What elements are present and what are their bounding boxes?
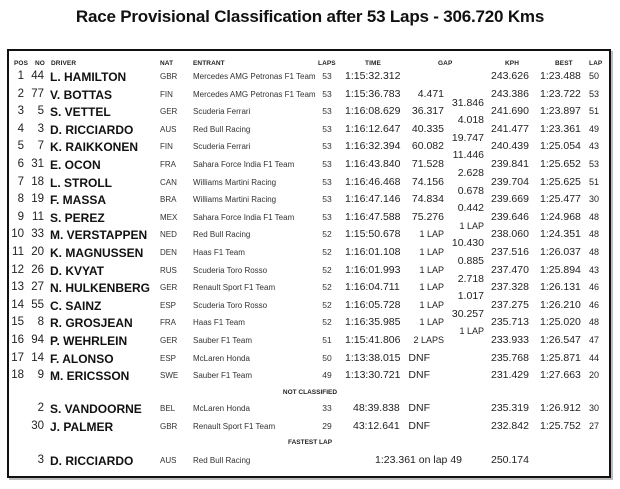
table-row bbox=[0, 210, 620, 231]
gap: 1 LAP bbox=[419, 299, 444, 310]
nationality: GER bbox=[160, 283, 178, 293]
entrant: Sauber F1 Team bbox=[193, 371, 252, 381]
nationality: FRA bbox=[160, 160, 176, 169]
entrant: Renault Sport F1 Team bbox=[193, 422, 276, 431]
entrant: Haas F1 Team bbox=[193, 318, 245, 328]
race-time: 1:16:47.146 bbox=[345, 193, 401, 206]
driver-name: D. RICCIARDO bbox=[50, 122, 134, 137]
best-lap-number: 48 bbox=[589, 317, 600, 328]
entrant: Scuderia Toro Rosso bbox=[193, 300, 268, 310]
speed-kph: 243.626 bbox=[491, 70, 529, 82]
car-number: 19 bbox=[31, 193, 44, 206]
best-lap-number: 50 bbox=[589, 71, 600, 81]
nationality: FIN bbox=[160, 142, 173, 152]
gap: 1 LAP bbox=[419, 264, 444, 275]
best-lap-time: 1:25.652 bbox=[540, 158, 581, 170]
position: 4 bbox=[17, 122, 24, 135]
entrant: Haas F1 Team bbox=[193, 248, 245, 257]
car-number: 7 bbox=[37, 140, 44, 153]
nationality: BEL bbox=[160, 404, 176, 413]
gap: DNF bbox=[408, 420, 430, 432]
position: 16 bbox=[11, 334, 24, 346]
laps: 52 bbox=[322, 299, 332, 310]
best-lap-number: 48 bbox=[589, 229, 600, 240]
nationality: ESP bbox=[160, 353, 177, 363]
laps: 53 bbox=[322, 88, 332, 99]
table-row bbox=[0, 298, 620, 320]
gap: 60.082 bbox=[411, 140, 444, 153]
race-time: 1:16:43.840 bbox=[345, 158, 401, 170]
best-lap-time: 1:25.871 bbox=[540, 351, 581, 364]
car-number: 20 bbox=[31, 246, 44, 258]
best-lap-number: 43 bbox=[589, 141, 600, 152]
car-number: 33 bbox=[31, 228, 44, 241]
laps: 33 bbox=[322, 403, 332, 413]
speed-kph: 235.768 bbox=[491, 351, 529, 364]
gap: DNF bbox=[408, 351, 430, 364]
entrant: Mercedes AMG Petronas F1 Team bbox=[193, 89, 316, 99]
best-lap-time: 1:27.663 bbox=[540, 369, 581, 382]
position: 3 bbox=[17, 105, 24, 118]
car-number: 8 bbox=[37, 316, 44, 329]
driver-name: R. GROSJEAN bbox=[50, 316, 133, 331]
position: 2 bbox=[17, 87, 24, 100]
speed-kph: 237.470 bbox=[491, 263, 529, 276]
best-lap-time: 1:23.361 bbox=[540, 122, 581, 135]
interval: 11.446 bbox=[452, 149, 484, 162]
race-time: 1:16:04.711 bbox=[345, 281, 400, 294]
best-lap-time: 1:23.722 bbox=[540, 87, 581, 100]
entrant: Williams Martini Racing bbox=[193, 177, 277, 187]
entrant: Renault Sport F1 Team bbox=[193, 283, 276, 293]
table-row bbox=[0, 316, 620, 337]
car-number: 5 bbox=[37, 105, 44, 118]
interval: 0.442 bbox=[457, 202, 484, 215]
entrant: McLaren Honda bbox=[193, 404, 250, 413]
best-lap-number: 46 bbox=[589, 282, 600, 293]
best-lap-number: 53 bbox=[589, 88, 600, 99]
race-time: 1:16:32.394 bbox=[345, 140, 401, 153]
page-title: Race Provisional Classification after 53 Laps - 306.720 Kms bbox=[75, 7, 545, 26]
speed-kph: 232.842 bbox=[491, 420, 529, 432]
driver-name: M. VERSTAPPEN bbox=[50, 228, 148, 243]
best-lap-time: 1:25.020 bbox=[540, 316, 581, 329]
interval: 1.017 bbox=[457, 290, 484, 303]
interval: 10.430 bbox=[451, 237, 484, 250]
driver-name: C. SAINZ bbox=[50, 298, 102, 313]
nationality: ESP bbox=[160, 300, 177, 310]
position: 11 bbox=[12, 246, 24, 258]
speed-kph: 239.669 bbox=[491, 193, 529, 206]
best-lap-number: 46 bbox=[589, 299, 600, 310]
laps: 53 bbox=[322, 194, 332, 205]
car-number: 30 bbox=[31, 420, 44, 432]
speed-kph: 238.060 bbox=[491, 228, 529, 241]
position: 8 bbox=[17, 193, 24, 206]
gap: 4.471 bbox=[417, 87, 444, 100]
speed-kph: 235.319 bbox=[491, 402, 529, 414]
speed-kph: 240.439 bbox=[491, 140, 529, 153]
speed-kph: 233.933 bbox=[491, 334, 529, 346]
speed-kph: 231.429 bbox=[491, 369, 529, 382]
nationality: RUS bbox=[160, 265, 177, 275]
position: 5 bbox=[17, 140, 24, 153]
speed-kph: 235.713 bbox=[491, 316, 529, 329]
best-lap-number: 27 bbox=[589, 421, 600, 431]
race-time: 48:39.838 bbox=[353, 402, 400, 414]
best-lap-time: 1:25.894 bbox=[540, 263, 581, 276]
car-number: 55 bbox=[31, 298, 44, 311]
laps: 52 bbox=[322, 317, 332, 328]
car-number: 14 bbox=[31, 351, 44, 364]
table-row bbox=[0, 352, 620, 369]
table-row bbox=[0, 175, 620, 197]
best-lap-time: 1:25.477 bbox=[540, 193, 581, 206]
speed-kph: 243.386 bbox=[491, 87, 529, 100]
best-lap-number: 51 bbox=[589, 106, 600, 117]
laps: 53 bbox=[322, 176, 332, 187]
laps: 53 bbox=[322, 211, 332, 222]
header-laps: LAPS bbox=[318, 60, 336, 67]
entrant: Williams Martini Racing bbox=[193, 195, 277, 205]
position: 18 bbox=[11, 369, 24, 382]
nationality: BRA bbox=[160, 195, 177, 205]
driver-name: J. PALMER bbox=[50, 420, 114, 434]
table-row bbox=[0, 140, 620, 162]
best-lap-number: 51 bbox=[589, 176, 600, 187]
interval: 2.628 bbox=[457, 167, 484, 179]
laps: 52 bbox=[322, 282, 332, 293]
best-lap-time: 1:26.131 bbox=[540, 281, 581, 294]
table-row bbox=[0, 122, 620, 144]
race-time: 1:16:12.647 bbox=[345, 122, 401, 135]
table-row bbox=[0, 369, 620, 386]
table-row bbox=[0, 158, 620, 179]
laps: 53 bbox=[322, 106, 332, 117]
interval: 0.678 bbox=[457, 184, 484, 197]
nationality: GER bbox=[160, 107, 178, 117]
car-number: 77 bbox=[31, 87, 44, 100]
entrant: Scuderia Toro Rosso bbox=[193, 265, 268, 275]
gap: 36.317 bbox=[411, 105, 444, 118]
speed-kph: 239.704 bbox=[491, 175, 529, 188]
position: 15 bbox=[11, 316, 24, 329]
best-lap-time: 1:26.547 bbox=[540, 334, 581, 346]
nationality: CAN bbox=[160, 177, 177, 187]
interval: 30.257 bbox=[451, 307, 484, 320]
gap: 1 LAP bbox=[419, 247, 444, 257]
position: 7 bbox=[17, 175, 24, 188]
table-row bbox=[0, 281, 620, 303]
nationality: FRA bbox=[160, 318, 176, 328]
gap: DNF bbox=[408, 369, 430, 382]
entrant: Red Bull Racing bbox=[193, 230, 251, 240]
nationality: FIN bbox=[160, 89, 173, 99]
position: 14 bbox=[11, 298, 24, 311]
entrant: Scuderia Ferrari bbox=[193, 142, 251, 152]
gap: 74.156 bbox=[411, 175, 444, 188]
race-time: 1:16:05.728 bbox=[345, 298, 401, 311]
best-lap-time: 1:25.752 bbox=[540, 420, 581, 432]
interval: 1 LAP bbox=[459, 326, 484, 337]
driver-name: L. STROLL bbox=[50, 175, 112, 190]
entrant: McLaren Honda bbox=[193, 353, 250, 363]
driver-name: E. OCON bbox=[50, 158, 101, 172]
position: 12 bbox=[11, 263, 24, 276]
driver-name: K. RAIKKONEN bbox=[50, 140, 139, 155]
race-time: 1:15:32.312 bbox=[345, 70, 401, 82]
fastest-lap-no: 3 bbox=[37, 454, 44, 466]
header-gap: GAP bbox=[438, 60, 453, 67]
nationality: NED bbox=[160, 230, 177, 240]
speed-kph: 239.646 bbox=[491, 210, 529, 223]
fastest-lap-kph: 250.174 bbox=[491, 454, 529, 466]
speed-kph: 237.275 bbox=[491, 298, 529, 311]
table-row bbox=[0, 193, 620, 215]
race-time: 1:16:08.629 bbox=[345, 105, 401, 118]
best-lap-number: 30 bbox=[589, 194, 600, 205]
gap: 75.276 bbox=[411, 210, 444, 223]
driver-name: V. BOTTAS bbox=[50, 87, 113, 102]
interval: 2.718 bbox=[457, 272, 484, 285]
header-driver: DRIVER bbox=[51, 60, 77, 67]
car-number: 18 bbox=[31, 175, 44, 188]
car-number: 11 bbox=[32, 210, 44, 223]
table-row bbox=[0, 263, 620, 285]
table-row bbox=[0, 334, 620, 351]
interval: 31.846 bbox=[451, 96, 484, 109]
laps: 53 bbox=[322, 141, 332, 152]
gap: 1 LAP bbox=[419, 282, 444, 293]
laps: 50 bbox=[322, 352, 332, 363]
fastest-lap-time: 1:23.361 on lap 49 bbox=[375, 454, 462, 466]
best-lap-time: 1:23.897 bbox=[540, 105, 581, 118]
driver-name: K. MAGNUSSEN bbox=[50, 246, 144, 260]
gap: 40.335 bbox=[411, 122, 444, 135]
table-row bbox=[0, 402, 620, 419]
best-lap-time: 1:26.210 bbox=[540, 298, 581, 311]
best-lap-number: 43 bbox=[589, 264, 600, 275]
car-number: 94 bbox=[31, 334, 44, 346]
laps: 53 bbox=[322, 159, 332, 169]
fastest-lap-nat: AUS bbox=[160, 456, 177, 465]
best-lap-time: 1:23.488 bbox=[540, 70, 581, 82]
race-time: 1:16:01.993 bbox=[345, 263, 401, 276]
position: 6 bbox=[17, 158, 24, 170]
nationality: MEX bbox=[160, 212, 178, 222]
gap: 1 LAP bbox=[419, 229, 444, 240]
laps: 51 bbox=[322, 335, 332, 345]
table-row bbox=[0, 70, 620, 87]
header-lap: LAP bbox=[589, 60, 603, 67]
speed-kph: 241.477 bbox=[491, 122, 529, 135]
position: 9 bbox=[17, 210, 24, 223]
nationality: DEN bbox=[160, 248, 177, 257]
car-number: 31 bbox=[31, 158, 44, 170]
race-time: 1:13:30.721 bbox=[345, 369, 401, 382]
header-kph: KPH bbox=[505, 60, 520, 67]
best-lap-time: 1:25.054 bbox=[540, 140, 581, 153]
position: 10 bbox=[11, 228, 24, 241]
race-time: 1:13:38.015 bbox=[345, 351, 401, 364]
table-row bbox=[0, 105, 620, 127]
header-entrant: ENTRANT bbox=[193, 60, 225, 67]
speed-kph: 237.328 bbox=[491, 281, 529, 294]
laps: 53 bbox=[322, 123, 332, 134]
driver-name: L. HAMILTON bbox=[50, 70, 127, 84]
fastest-lap-row bbox=[0, 454, 620, 471]
race-time: 1:15:50.678 bbox=[345, 228, 401, 241]
position: 13 bbox=[11, 281, 24, 294]
race-time: 1:15:41.806 bbox=[345, 334, 401, 346]
best-lap-number: 20 bbox=[589, 370, 600, 381]
driver-name: P. WEHRLEIN bbox=[50, 334, 128, 348]
best-lap-number: 30 bbox=[589, 403, 600, 413]
interval: 0.885 bbox=[457, 255, 484, 267]
race-time: 1:15:36.783 bbox=[345, 87, 401, 100]
best-lap-time: 1:25.625 bbox=[540, 175, 581, 188]
best-lap-number: 44 bbox=[589, 352, 600, 363]
table-row bbox=[0, 246, 620, 267]
not-classified-label: NOT CLASSIFIED bbox=[282, 389, 338, 396]
laps: 49 bbox=[322, 370, 332, 381]
race-time: 1:16:35.985 bbox=[345, 316, 401, 329]
speed-kph: 237.516 bbox=[491, 246, 529, 258]
driver-name: N. HULKENBERG bbox=[50, 281, 151, 296]
car-number: 44 bbox=[31, 70, 44, 82]
driver-name: F. MASSA bbox=[50, 193, 107, 208]
gap: 71.528 bbox=[411, 158, 444, 170]
interval: 4.018 bbox=[457, 114, 484, 127]
header-nat: NAT bbox=[160, 60, 174, 67]
driver-name: S. PEREZ bbox=[50, 210, 105, 225]
best-lap-number: 47 bbox=[589, 335, 600, 345]
race-time: 1:16:47.588 bbox=[345, 210, 401, 223]
table-row bbox=[0, 87, 620, 109]
race-time: 1:16:46.468 bbox=[345, 175, 401, 188]
best-lap-time: 1:26.912 bbox=[540, 402, 581, 414]
entrant: Mercedes AMG Petronas F1 Team bbox=[193, 72, 316, 81]
entrant: Red Bull Racing bbox=[193, 124, 251, 134]
car-number: 9 bbox=[37, 369, 44, 382]
laps: 52 bbox=[322, 264, 332, 275]
fastest-lap-label: FASTEST LAP bbox=[287, 439, 333, 446]
gap: 2 LAPS bbox=[413, 335, 444, 345]
best-lap-time: 1:24.968 bbox=[540, 210, 581, 223]
driver-name: S. VANDOORNE bbox=[50, 402, 142, 416]
gap: 1 LAP bbox=[419, 317, 444, 328]
table-row bbox=[0, 228, 620, 250]
car-number: 2 bbox=[37, 402, 44, 414]
laps: 29 bbox=[322, 421, 332, 431]
driver-name: S. VETTEL bbox=[50, 105, 111, 120]
gap: 74.834 bbox=[411, 193, 444, 206]
car-number: 27 bbox=[31, 281, 44, 294]
entrant: Sahara Force India F1 Team bbox=[193, 212, 295, 222]
best-lap-number: 49 bbox=[589, 123, 600, 134]
header-no: NO bbox=[35, 60, 45, 67]
best-lap-number: 48 bbox=[589, 211, 600, 222]
nationality: GER bbox=[160, 336, 178, 345]
fastest-lap-entrant: Red Bull Racing bbox=[193, 456, 251, 465]
speed-kph: 239.841 bbox=[491, 158, 529, 170]
gap: DNF bbox=[408, 402, 430, 414]
entrant: Scuderia Ferrari bbox=[193, 107, 251, 117]
best-lap-number: 53 bbox=[589, 159, 600, 169]
interval: 19.747 bbox=[451, 131, 484, 144]
driver-name: M. ERICSSON bbox=[50, 369, 130, 384]
position: 1 bbox=[17, 70, 24, 82]
best-lap-time: 1:26.037 bbox=[540, 246, 581, 258]
laps: 52 bbox=[322, 247, 332, 257]
nationality: AUS bbox=[160, 124, 177, 134]
driver-name: F. ALONSO bbox=[50, 351, 114, 366]
car-number: 26 bbox=[31, 263, 44, 276]
position: 17 bbox=[11, 351, 24, 364]
nationality: SWE bbox=[160, 371, 179, 381]
driver-name: D. KVYAT bbox=[50, 263, 105, 278]
table-row bbox=[0, 420, 620, 437]
car-number: 3 bbox=[37, 122, 44, 135]
header-best: BEST bbox=[555, 60, 573, 67]
race-time: 43:12.641 bbox=[353, 420, 400, 432]
nationality: GBR bbox=[160, 422, 178, 431]
nationality: GBR bbox=[160, 72, 178, 81]
laps: 52 bbox=[322, 229, 332, 240]
speed-kph: 241.690 bbox=[491, 105, 529, 118]
header-pos: POS bbox=[14, 60, 29, 67]
race-time: 1:16:01.108 bbox=[345, 246, 401, 258]
best-lap-number: 48 bbox=[589, 247, 600, 257]
fastest-lap-driver: D. RICCIARDO bbox=[50, 454, 134, 468]
best-lap-time: 1:24.351 bbox=[540, 228, 581, 241]
header-time: TIME bbox=[365, 60, 381, 67]
entrant: Sahara Force India F1 Team bbox=[193, 160, 295, 169]
entrant: Sauber F1 Team bbox=[193, 336, 252, 345]
interval: 1 LAP bbox=[459, 220, 484, 231]
laps: 53 bbox=[322, 71, 332, 81]
